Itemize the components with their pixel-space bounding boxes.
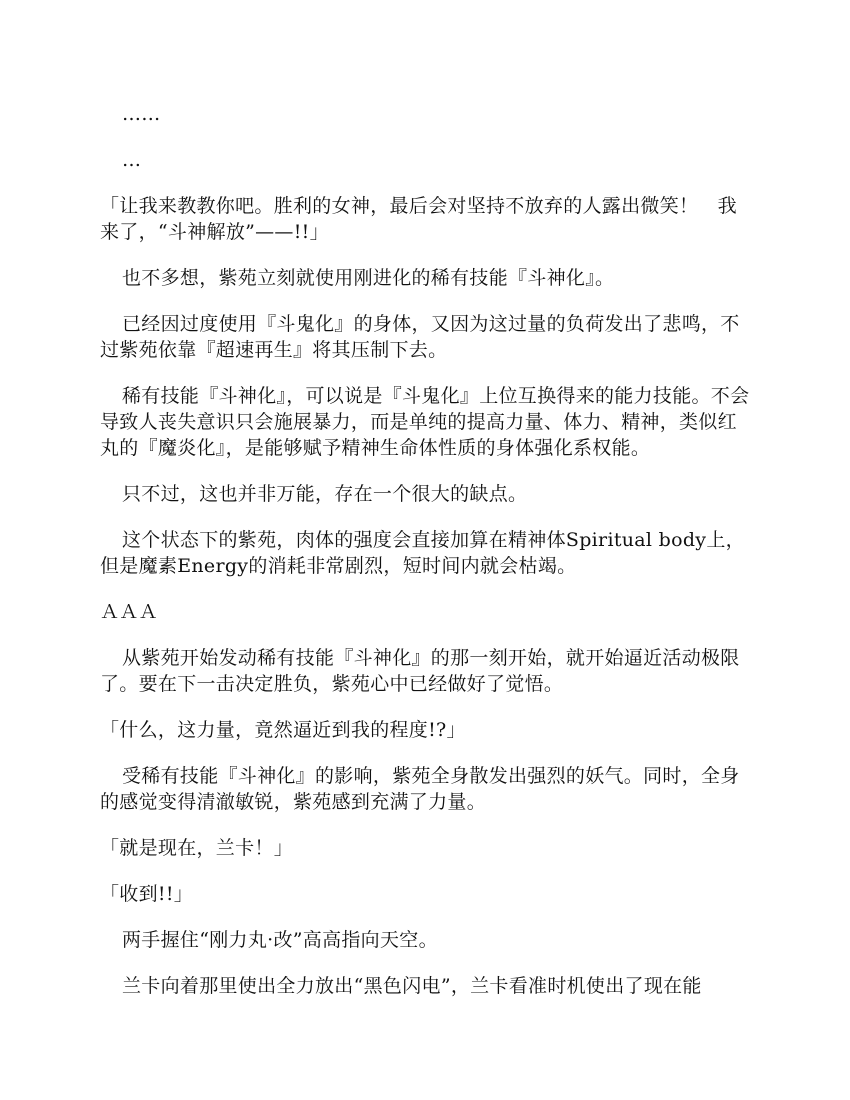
ellipsis-line-1: …… [122,103,161,125]
dialogue-line: 「收到!!」 [100,883,194,905]
scene-break: ＡＡＡ [100,601,158,623]
narration-paragraph: 受稀有技能『斗神化』的影响，紫苑全身散发出强烈的妖气。同时，全身的感觉变得清澈敏锐，紫苑感到充满了力量。 [100,765,740,813]
narration-paragraph: 已经因过度使用『斗鬼化』的身体，又因为这过量的负荷发出了悲鸣，不过紫苑依靠『超速再生』将其压制下去。 [100,313,740,361]
narration-paragraph: 从紫苑开始发动稀有技能『斗神化』的那一刻开始，就开始逼近活动极限了。要在下一击决定胜负，紫苑心中已经做好了觉悟。 [100,647,740,695]
narration-paragraph: 两手握住“刚力丸·改”高高指向天空。 [122,929,438,951]
dialogue-line: 「什么，这力量，竟然逼近到我的程度!?」 [100,719,466,741]
narration-paragraph: 这个状态下的紫苑，肉体的强度会直接加算在精神体Spiritual body上，但是魔素Energy的消耗非常剧烈，短时间内就会枯竭。 [100,529,745,577]
narration-paragraph: 稀有技能『斗神化』，可以说是『斗鬼化』上位互换得来的能力技能。不会导致人丧失意识只会施展暴力，而是单纯的提高力量、体力、精神，类似红丸的『魔炎化』，是能够赋予精神生命体性质的身体强化系权能。 [100,385,750,459]
dialogue-line: 「就是现在，兰卡！」 [100,837,294,859]
narration-paragraph: 也不多想，紫苑立刻就使用刚进化的稀有技能『斗神化』。 [122,267,615,289]
narration-paragraph: 只不过，这也并非万能，存在一个很大的缺点。 [122,483,528,505]
narration-paragraph: 兰卡向着那里使出全力放出“黑色闪电”，兰卡看准时机使出了现在能 [122,975,702,997]
dialogue-shion-1: 「让我来教教你吧。胜利的女神，最后会对坚持不放弃的人露出微笑！ 我来了，“斗神解放”——!!」 [100,195,737,243]
ellipsis-line-2: … [122,149,142,171]
document-body [100,101,750,1019]
